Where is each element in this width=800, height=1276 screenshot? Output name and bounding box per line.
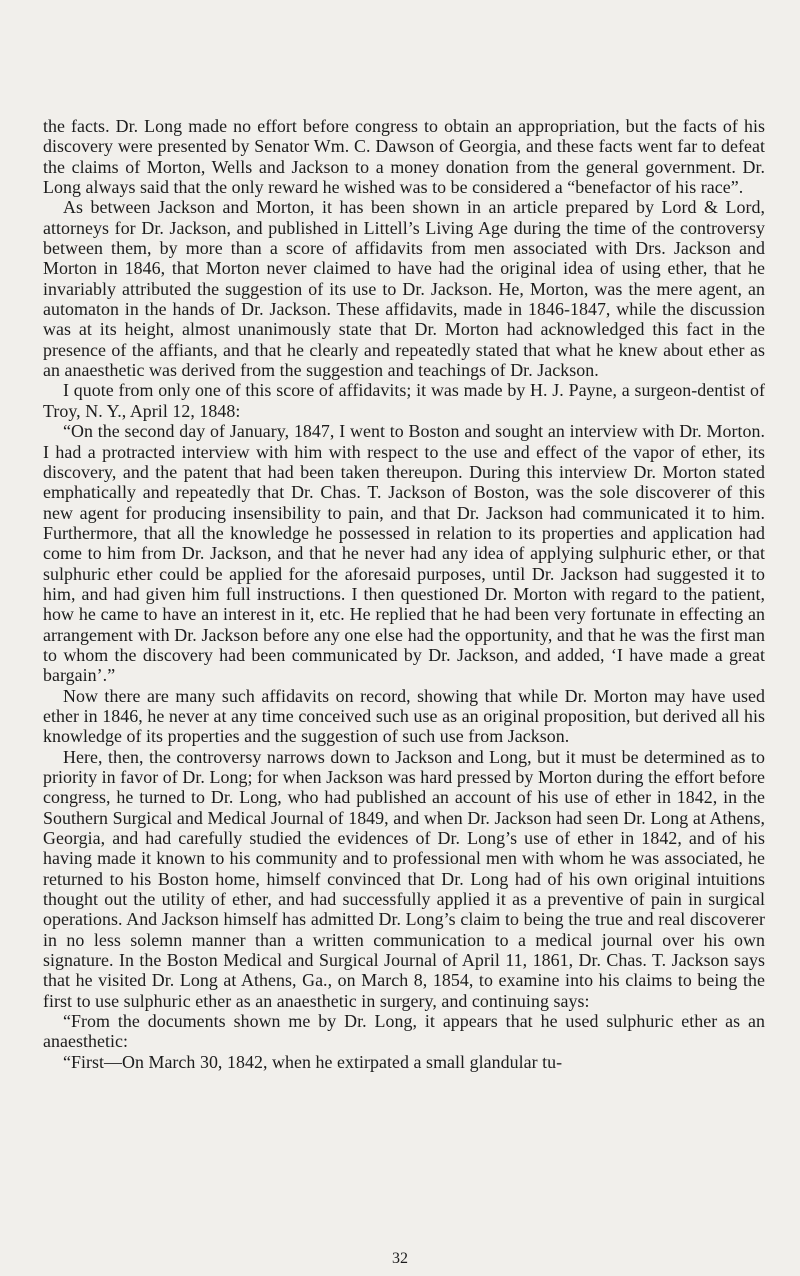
- quoted-statement: “From the documents shown me by Dr. Long, it appears that he used sulphuric ether as an anaesthetic:: [43, 1011, 765, 1052]
- paragraph: As between Jackson and Morton, it has been shown in an article prepared by Lord & Lord, attorneys for Dr. Jackson, and published in Littell’s Living Age during the time of the controversy between them, by more than a score of affidavits from men associated with Drs. Jackson and Morton in 1846, that Morton never claimed to have had the original idea of using ether, that he invariably attributed the suggestion of its use to Dr. Jackson. He, Morton, was the mere agent, an automaton in the hands of Dr. Jackson. These affidavits, made in 1846-1847, while the discussion was at its height, almost unanimously state that Dr. Morton had acknowledged this fact in the presence of the affiants, and that he clearly and repeatedly stated that what he knew about ether as an anaesthetic was derived from the suggestion and teachings of Dr. Jackson.: [43, 197, 765, 381]
- paragraph: Here, then, the controversy narrows down to Jackson and Long, but it must be determined as to priority in favor of Dr. Long; for when Jackson was hard pressed by Morton during the effort before congress, he turned to Dr. Long, who had published an account of his use of ether in 1842, in the Southern Surgical and Medical Journal of 1849, and when Dr. Jackson had seen Dr. Long at Athens, Georgia, and had carefully studied the evidences of Dr. Long’s use of ether in 1842, and of his having made it known to his community and to professional men with whom he was associated, he returned to his Boston home, himself convinced that Dr. Long had of his own original intuitions thought out the utility of ether, and had successfully applied it as a preventive of pain in surgical operations. And Jackson himself has admitted Dr. Long’s claim to being the true and real discoverer in no less solemn manner than a written communication to a medical journal over his own signature. In the Boston Medical and Surgical Journal of April 11, 1861, Dr. Chas. T. Jackson says that he visited Dr. Long at Athens, Ga., on March 8, 1854, to examine into his claims to being the first to use sulphuric ether as an anaesthetic in surgery, and continuing says:: [43, 746, 765, 1011]
- page-text-block: [43, 116, 765, 1072]
- quoted-statement: “First—On March 30, 1842, when he extirpated a small glandular tu-: [63, 1051, 563, 1072]
- page-number: 32: [392, 1250, 408, 1267]
- paragraph: Now there are many such affidavits on record, showing that while Dr. Morton may have used ether in 1846, he never at any time conceived such use as an original proposition, but derived all his knowledge of its properties and the suggestion of such use from Jackson.: [43, 685, 765, 747]
- paragraph: the facts. Dr. Long made no effort before congress to obtain an appropriation, but the facts of his discovery were presented by Senator Wm. C. Dawson of Georgia, and these facts went far to defeat the claims of Morton, Wells and Jackson to a money donation from the general government. Dr. Long always said that the only reward he wished was to be considered a “benefactor of his race”.: [43, 116, 765, 198]
- quoted-affidavit: “On the second day of January, 1847, I went to Boston and sought an interview with Dr. Morton. I had a protracted interview with him with respect to the use and effect of the vapor of ether, its discovery, and the patent that had been taken thereupon. During this interview Dr. Morton stated emphatically and repeatedly that Dr. Chas. T. Jackson of Boston, was the sole discoverer of this new agent for producing insensibility to pain, and that Dr. Jackson had communicated it to him. Furthermore, that all the knowledge he possessed in relation to its properties and application had come to him from Dr. Jackson, and that he never had any idea of applying sulphuric ether, or that sulphuric ether could be applied for the aforesaid purposes, until Dr. Jackson had suggested it to him, and had given him full instructions. I then questioned Dr. Morton with regard to the patient, how he came to have an interest in it, etc. He replied that he had been very fortunate in effecting an arrangement with Dr. Jackson before any one else had the opportunity, and that he was the first man to whom the discovery had been communicated by Dr. Jackson, and added, ‘I have made a great bargain’.”: [43, 421, 765, 686]
- paragraph: I quote from only one of this score of affidavits; it was made by H. J. Payne, a surgeon-dentist of Troy, N. Y., April 12, 1848:: [43, 380, 765, 421]
